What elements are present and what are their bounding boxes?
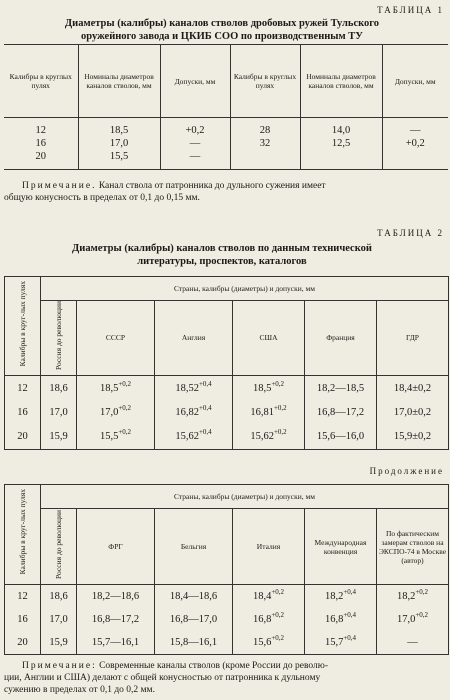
table3-note-line2: ции, Англии и США) делают с общей конусностью от патронника к дульному <box>4 673 321 683</box>
t2-country-header: СССР <box>77 301 155 376</box>
cell: 15,9 <box>41 423 77 449</box>
cell: +0,2 <box>160 118 230 138</box>
cell: 15,7—16,1 <box>77 631 155 655</box>
table2-title-line1: Диаметры (калибры) каналов стволов по данным технической <box>72 243 372 254</box>
t1-header-tolerance-left: Допуски, мм <box>160 45 230 118</box>
table-row <box>5 375 449 401</box>
table-row <box>5 631 449 655</box>
cell: +0,2 <box>405 138 425 149</box>
cell <box>230 150 300 170</box>
cell: 32 <box>230 137 300 150</box>
cell: 16,8—17,2 <box>305 401 377 423</box>
table3-label: Продолжение <box>369 466 444 476</box>
t3-country-header: По фактическим замерам стволов на ЭКСПО-74 в Москве (автор) <box>377 509 449 585</box>
cell: $17,0^{+0,2}$ <box>77 401 155 423</box>
t2-group-header: Страны, калибры (диаметры) и допуски, мм <box>41 277 449 301</box>
cell: 20 <box>4 150 78 170</box>
t3-russia-header <box>41 509 77 585</box>
cell: 16,8—17,0 <box>155 609 233 631</box>
t2-caliber-header-text: Калибры в круг-лых пулях <box>18 280 27 367</box>
cell: 17,0 <box>41 609 77 631</box>
table-row <box>5 609 449 631</box>
cell: 20 <box>5 423 41 449</box>
table2-title <box>0 242 444 268</box>
note-text: Канал ствола от патронника до дульного сужения имеет <box>96 181 326 191</box>
t3-caliber-header-text: Калибры в круг-лых пулях <box>18 489 27 575</box>
cell: 16 <box>5 401 41 423</box>
cell: 18,4±0,2 <box>377 375 449 401</box>
cell: 20 <box>5 631 41 655</box>
cell <box>300 150 382 170</box>
cell: 12 <box>5 375 41 401</box>
cell: $16,8^{+0,2}$ <box>233 609 305 631</box>
cell: 18,2—18,5 <box>305 375 377 401</box>
cell: 16,8—17,2 <box>77 609 155 631</box>
t1-header-caliber-right: Калибры в круглых пулях <box>230 45 300 118</box>
table1 <box>4 44 448 170</box>
cell: 12 <box>5 585 41 609</box>
cell: — <box>160 150 230 170</box>
table1-label: ТАБЛИЦА 1 <box>377 5 444 15</box>
table3 <box>4 484 449 655</box>
cell: 18,5 <box>78 118 160 138</box>
t3-country-header: Международная конвенция <box>305 509 377 585</box>
cell: $15,62^{+0,4}$ <box>155 423 233 449</box>
note-text: Современные каналы стволов (кроме России до револю- <box>96 661 329 671</box>
cell: 18,4—18,6 <box>155 585 233 609</box>
table1-title-line1: Диаметры (калибры) каналов стволов дробовых ружей Тульского <box>64 18 380 29</box>
table1-note <box>22 180 326 192</box>
t2-russia-header <box>41 301 77 376</box>
cell: 17,0±0,2 <box>377 401 449 423</box>
cell: — <box>377 631 449 655</box>
cell: 15,9±0,2 <box>377 423 449 449</box>
table-row <box>4 150 448 170</box>
t2-caliber-header <box>5 277 41 376</box>
cell: $16,8^{+0,4}$ <box>305 609 377 631</box>
cell: 15,6—16,0 <box>305 423 377 449</box>
t1-header-nominal-left: Номиналы диаметров каналов стволов, мм <box>78 45 160 118</box>
cell: $17,0^{+0,2}$ <box>377 609 449 631</box>
cell: — <box>410 125 421 136</box>
table2-label: ТАБЛИЦА 2 <box>377 228 444 238</box>
table-row <box>5 401 449 423</box>
t3-country-header: Бельгия <box>155 509 233 585</box>
cell: $16,82^{+0,4}$ <box>155 401 233 423</box>
cell: 18,6 <box>41 585 77 609</box>
table-row <box>4 137 448 150</box>
cell: $15,6^{+0,2}$ <box>233 631 305 655</box>
cell: 28 <box>230 118 300 138</box>
cell: — <box>160 137 230 150</box>
table1-title-line2: оружейного завода и ЦКИБ СОО по производственным ТУ <box>81 31 363 42</box>
cell: 12,5 <box>300 137 382 150</box>
cell: 18,6 <box>41 375 77 401</box>
cell: 17,0 <box>78 137 160 150</box>
table1-title <box>0 17 444 43</box>
table-row <box>4 118 448 138</box>
t2-country-header: Англия <box>155 301 233 376</box>
note-prefix: Примечание: <box>22 661 97 671</box>
cell: $18,5^{+0,2}$ <box>77 375 155 401</box>
t2-country-header: США <box>233 301 305 376</box>
cell: 14,0 <box>300 118 382 138</box>
cell: 15,8—16,1 <box>155 631 233 655</box>
table2-title-line2: литературы, проспектов, каталогов <box>137 256 307 267</box>
cell: $15,5^{+0,2}$ <box>77 423 155 449</box>
cell: $16,81^{+0,2}$ <box>233 401 305 423</box>
table2 <box>4 276 449 450</box>
t3-country-header: ФРГ <box>77 509 155 585</box>
cell: $18,4^{+0,2}$ <box>233 585 305 609</box>
table-row <box>5 423 449 449</box>
cell: 12 <box>4 118 78 138</box>
cell: 15,5 <box>78 150 160 170</box>
cell: 16 <box>5 609 41 631</box>
cell: 16 <box>4 137 78 150</box>
t3-russia-header-text: Россия до революции <box>54 509 63 579</box>
cell: $18,2^{+0,4}$ <box>305 585 377 609</box>
t2-country-header: ГДР <box>377 301 449 376</box>
table3-note <box>22 660 328 672</box>
t1-header-tolerance-right: Допуски, мм <box>382 45 448 118</box>
table1-note-line2: общую конусность в пределах от 0,1 до 0,15 мм. <box>4 193 200 203</box>
t3-country-header: Италия <box>233 509 305 585</box>
t2-russia-header-text: Россия до революции <box>54 301 63 370</box>
t1-header-nominal-right: Номиналы диаметров каналов стволов, мм <box>300 45 382 118</box>
t3-group-header: Страны, калибры (диаметры) и допуски, мм <box>41 485 449 509</box>
cell: $15,7^{+0,4}$ <box>305 631 377 655</box>
t2-country-header: Франция <box>305 301 377 376</box>
note-prefix: Примечание. <box>22 181 97 191</box>
cell: 17,0 <box>41 401 77 423</box>
t1-header-caliber-left: Калибры в круглых пулях <box>4 45 78 118</box>
table-row <box>5 585 449 609</box>
cell: $18,5^{+0,2}$ <box>233 375 305 401</box>
table3-note-line3: сужению в пределах от 0,1 до 0,2 мм. <box>4 685 155 695</box>
cell: 15,9 <box>41 631 77 655</box>
cell: $15,62^{+0,2}$ <box>233 423 305 449</box>
t3-caliber-header <box>5 485 41 585</box>
cell: 18,2—18,6 <box>77 585 155 609</box>
cell <box>382 150 448 170</box>
cell: $18,2^{+0,2}$ <box>377 585 449 609</box>
cell: $18,52^{+0,4}$ <box>155 375 233 401</box>
